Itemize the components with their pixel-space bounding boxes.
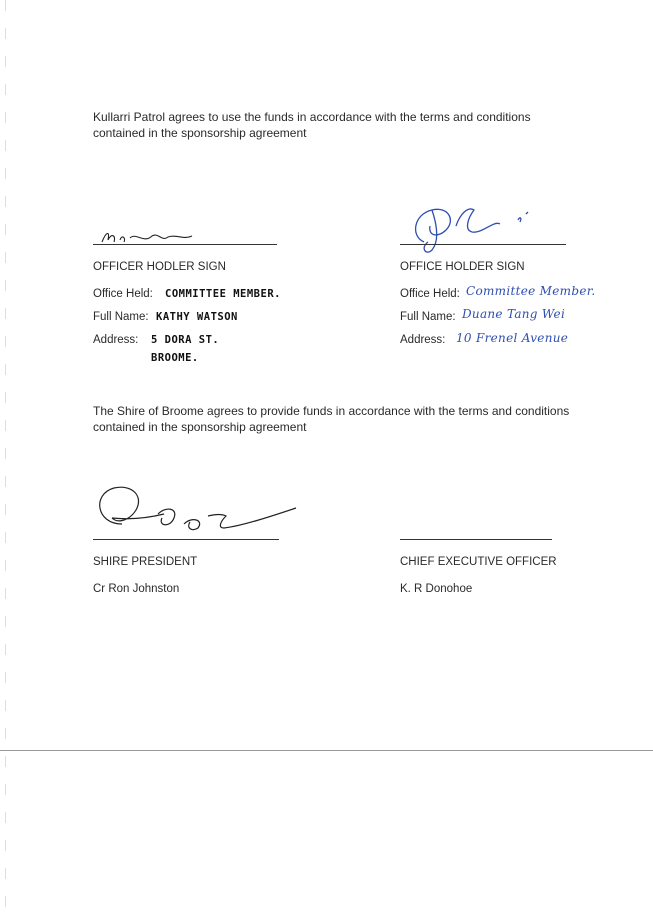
ceo-title: CHIEF EXECUTIVE OFFICER xyxy=(400,556,557,568)
full-name-value-right: Duane Tang Wei xyxy=(462,307,566,321)
office-held-label-right: Office Held: xyxy=(400,288,460,300)
signature-line-right xyxy=(400,244,566,245)
address-line2-left: BROOME. xyxy=(151,352,199,364)
shire-president-title: SHIRE PRESIDENT xyxy=(93,556,198,568)
signature-line-left xyxy=(93,244,277,245)
signature-line-ceo xyxy=(400,539,552,540)
address-line1-left: 5 DORA ST. xyxy=(151,334,220,346)
office-holder-sign-label: OFFICE HOLDER SIGN xyxy=(400,261,525,273)
ceo-name: K. R Donohoe xyxy=(400,583,473,595)
kullarri-agreement-text: Kullarri Patrol agrees to use the funds in accordance with the terms and conditions contained in the sponsorship agreement xyxy=(93,110,531,140)
address-label-left: Address: xyxy=(93,334,139,346)
office-held-value-right: Committee Member. xyxy=(466,284,596,298)
officer-signature-right xyxy=(402,196,562,254)
scan-edge-artifact xyxy=(5,0,6,923)
full-name-label-left: Full Name: xyxy=(93,311,149,323)
page-bottom-rule xyxy=(0,750,653,751)
full-name-label-right: Full Name: xyxy=(400,311,456,323)
officer-sign-label: OFFICER HODLER SIGN xyxy=(93,261,226,273)
shire-president-signature xyxy=(92,480,302,544)
office-held-value-left: COMMITTEE MEMBER. xyxy=(165,288,281,300)
shire-president-name: Cr Ron Johnston xyxy=(93,583,180,595)
address-label-right: Address: xyxy=(400,334,446,346)
shire-agreement-text: The Shire of Broome agrees to provide funds in accordance with the terms and conditions contained in the sponsorship agreement xyxy=(93,404,570,434)
address-value-right: 10 Frenel Avenue xyxy=(456,331,569,345)
office-held-label-left: Office Held: xyxy=(93,288,153,300)
full-name-value-left: KATHY WATSON xyxy=(156,311,238,323)
signature-line-president xyxy=(93,539,279,540)
